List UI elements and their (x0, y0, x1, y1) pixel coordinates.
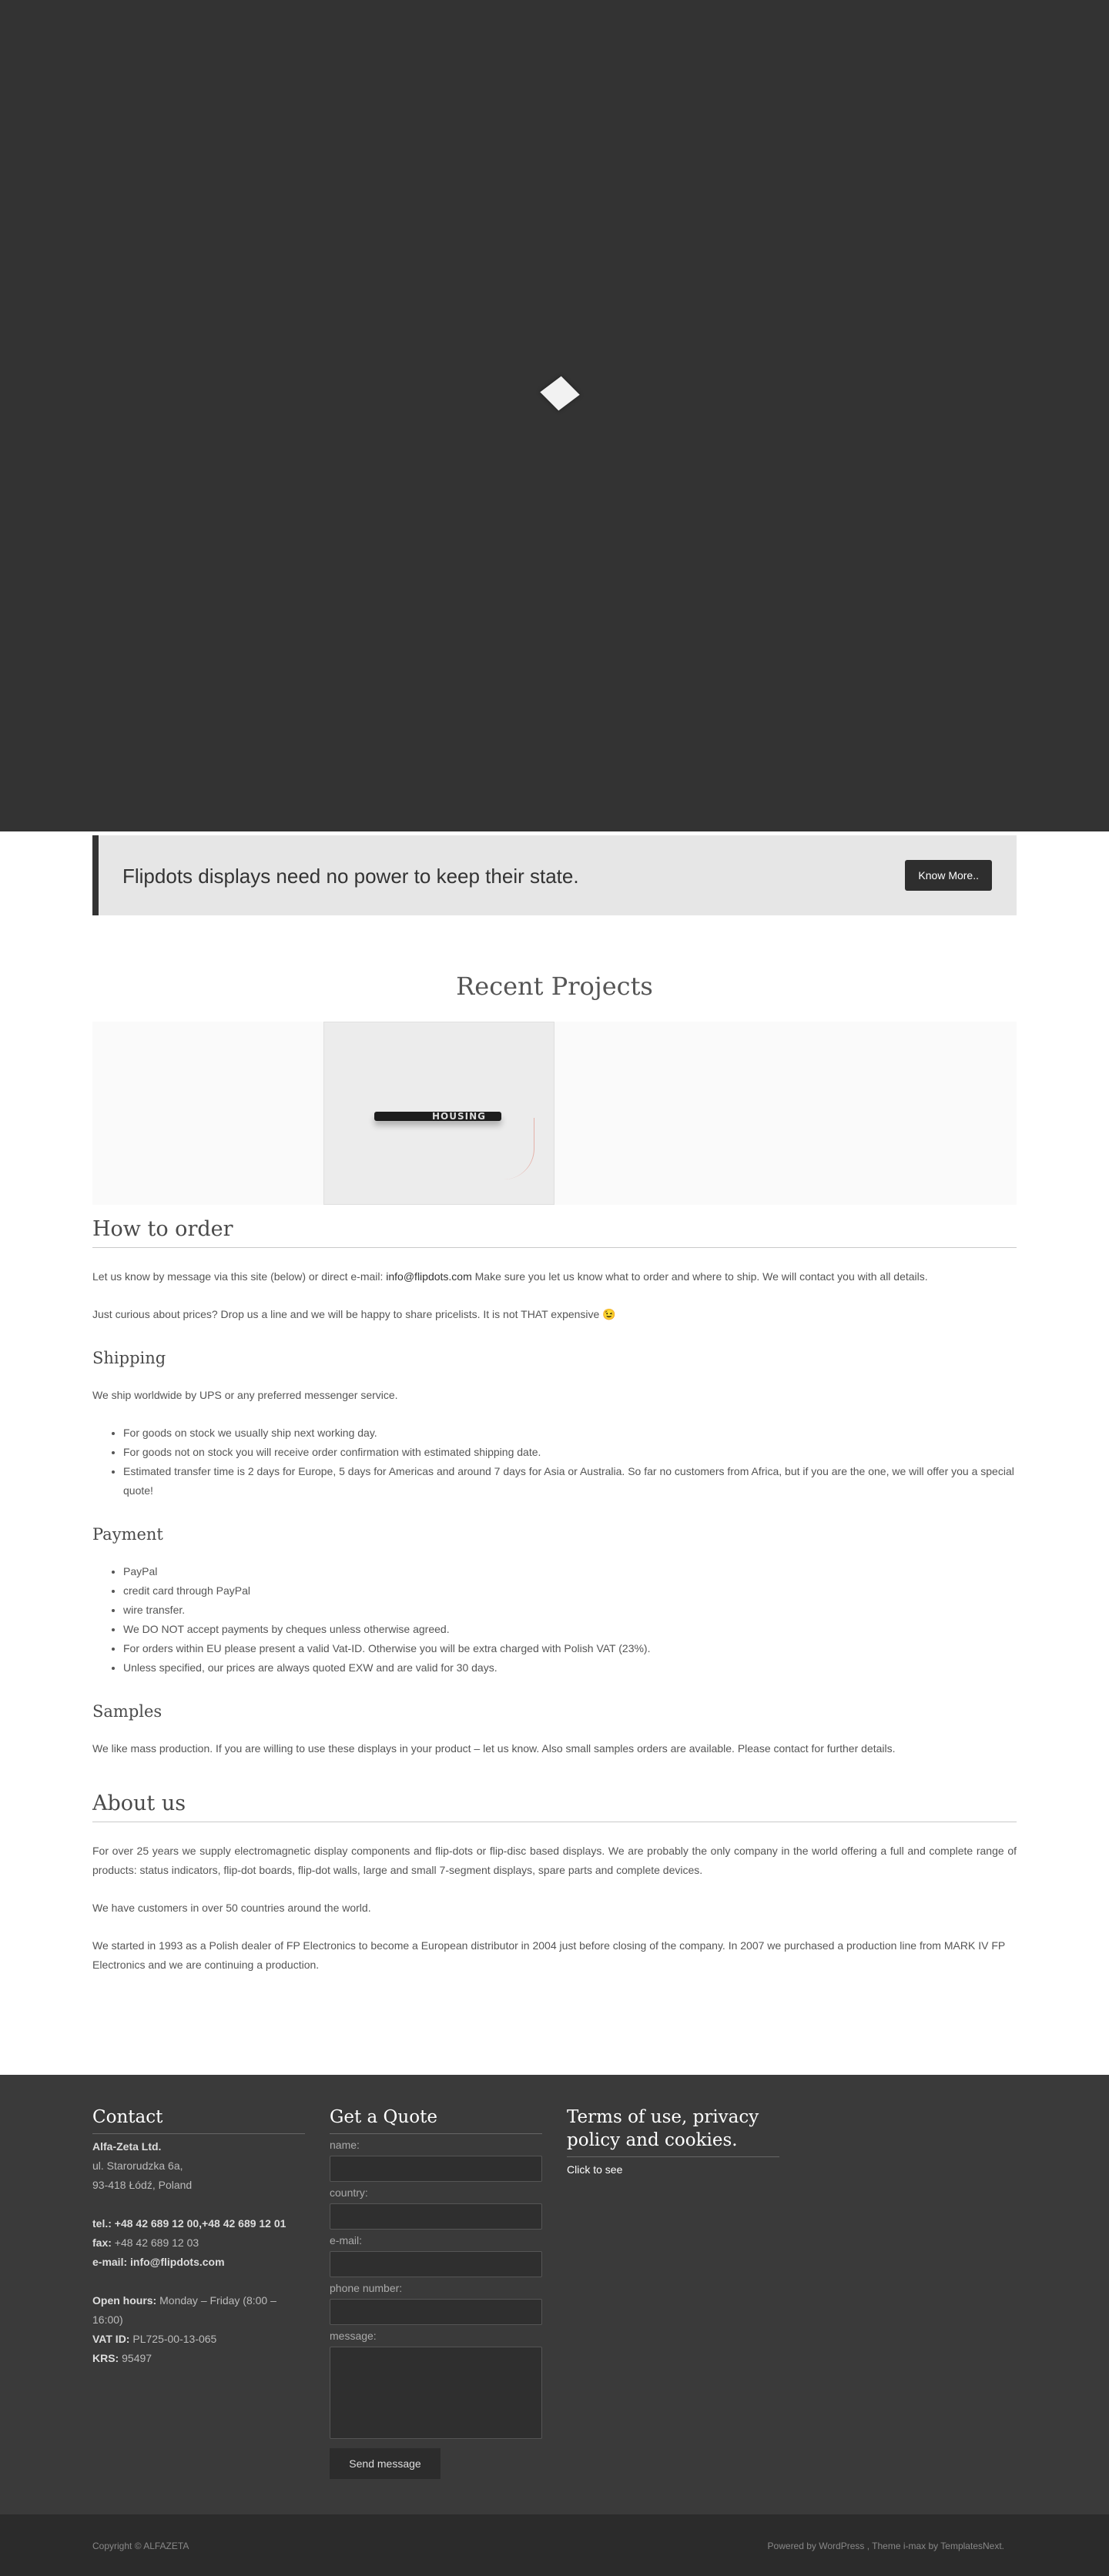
list-item: • We DO NOT accept payments by cheques unless otherwise agreed. (123, 1620, 1017, 1639)
terms-title: Terms of use, privacy policy and cookies. (567, 2106, 779, 2157)
quote-title: Get a Quote (330, 2106, 542, 2134)
vat-value: PL725-00-13-065 (129, 2333, 217, 2345)
contact-krs (92, 2349, 305, 2368)
phone-label: phone number: (330, 2282, 403, 2294)
copyright-text: Copyright © ALFAZETA (92, 2541, 189, 2551)
order-text-after: Make sure you let us know what to order and where to ship. We will contact you with all details. (471, 1270, 928, 1283)
about-paragraph-1: For over 25 years we supply electromagnetic display components and flip-dots or flip-disc based displays. We are probably the only company in the world offering a full and complete range of products: status indicators, flip-dot boards, flip-dot walls, large and small 7-segment displays, spare parts and complete devices. (92, 1845, 1017, 1876)
send-message-button[interactable]: Send message (330, 2448, 441, 2479)
shipping-list (92, 1423, 1017, 1500)
hero-section (0, 0, 1109, 831)
about-paragraph-2: We have customers in over 50 countries around the world. (92, 1902, 371, 1914)
list-item: • For goods on stock we usually ship next working day. (123, 1423, 1017, 1443)
project-image-display-bar (374, 1112, 501, 1121)
country-input[interactable] (330, 2203, 542, 2230)
how-to-order-title: How to order (92, 1216, 1017, 1248)
order-text-before: Let us know by message via this site (below) or direct e-mail: (92, 1270, 387, 1283)
know-more-button[interactable]: Know More.. (905, 860, 992, 891)
message-textarea[interactable] (330, 2347, 542, 2439)
payment-title: Payment (92, 1525, 163, 1544)
about-paragraph-3: We started in 1993 as a Polish dealer of FP Electronics to become a European distributor in 2004 just before closing of the company. In 2007 we purchased a production line from MARK IV FP Electronics and we are continuing a production. (92, 1939, 1005, 1971)
message-label: message: (330, 2330, 377, 2342)
contact-email (92, 2253, 305, 2272)
powered-by-text[interactable]: Powered by WordPress , Theme i-max by TemplatesNext. (767, 2541, 1004, 2551)
contact-details (92, 2137, 305, 2368)
list-item: • Unless specified, our prices are always quoted EXW and are valid for 30 days. (123, 1658, 1017, 1678)
list-item: • credit card through PayPal (123, 1581, 1017, 1601)
footer (0, 2075, 1109, 2514)
about-us-title: About us (92, 1791, 1017, 1822)
shipping-title: Shipping (92, 1349, 166, 1367)
project-image-wire (504, 1118, 534, 1179)
contact-hours (92, 2291, 305, 2330)
footer-terms (567, 2106, 779, 2180)
shipping-intro: We ship worldwide by UPS or any preferred messenger service. (92, 1389, 398, 1401)
address-street: ul. Starorudzka 6a, (92, 2159, 183, 2172)
country-label: country: (330, 2186, 368, 2199)
name-label: name: (330, 2139, 360, 2151)
order-paragraph (92, 1267, 1017, 1286)
terms-link[interactable]: Click to see (567, 2163, 623, 2176)
company-name: Alfa-Zeta Ltd. (92, 2140, 162, 2153)
email-input[interactable] (330, 2251, 542, 2277)
list-item: • For orders within EU please present a valid Vat-ID. Otherwise you will be extra charged with Polish VAT (23%). (123, 1639, 1017, 1658)
list-item: • wire transfer. (123, 1601, 1017, 1620)
vat-label: VAT ID: (92, 2333, 130, 2345)
tel-value: +48 42 689 12 00,+48 42 689 12 01 (111, 2217, 286, 2230)
list-item: • Estimated transfer time is 2 days for Europe, 5 days for Americas and around 7 days for Asia or Australia. So far no customers from Africa, but if you are the one, we will offer you a special quote! (123, 1462, 1017, 1500)
bottom-bar (0, 2514, 1109, 2576)
project-image[interactable] (323, 1022, 554, 1205)
recent-projects-carousel (92, 1022, 1017, 1205)
contact-tel (92, 2214, 305, 2233)
cta-text: Flipdots displays need no power to keep their state. (122, 865, 579, 888)
project-image-label: HOUSING (432, 1111, 486, 1122)
email-value[interactable]: info@flipdots.com (127, 2256, 225, 2268)
name-input[interactable] (330, 2156, 542, 2182)
list-item: • For goods not on stock you will receive order confirmation with estimated shipping date. (123, 1443, 1017, 1462)
call-to-action (92, 835, 1017, 915)
hours-label: Open hours: (92, 2294, 157, 2307)
contact-fax (92, 2233, 305, 2253)
email-label: e-mail: (92, 2256, 128, 2268)
prices-paragraph: Just curious about prices? Drop us a line and we will be happy to share pricelists. It is not THAT expensive 😉 (92, 1308, 616, 1320)
krs-value: 95497 (119, 2352, 152, 2364)
recent-projects-title: Recent Projects (456, 972, 653, 1001)
loader-diamond-icon (540, 376, 579, 411)
footer-contact (92, 2106, 305, 2368)
phone-input[interactable] (330, 2299, 542, 2325)
samples-text: We like mass production. If you are willing to use these displays in your product – let us know. Also small samples orders are available. Please contact for further details. (92, 1742, 896, 1755)
order-email-link[interactable]: info@flipdots.com (386, 1270, 472, 1283)
contact-title: Contact (92, 2106, 305, 2134)
hours-value: Monday – Friday (8:00 – 16:00) (92, 2294, 276, 2326)
email-field-label: e-mail: (330, 2234, 363, 2246)
payment-list (92, 1562, 1017, 1678)
krs-label: KRS: (92, 2352, 119, 2364)
tel-label: tel.: (92, 2217, 112, 2230)
list-item: • PayPal (123, 1562, 1017, 1581)
footer-quote-form (330, 2106, 542, 2479)
main-content (92, 1216, 1017, 1975)
samples-title: Samples (92, 1702, 162, 1721)
contact-vat (92, 2330, 305, 2349)
fax-value: +48 42 689 12 03 (111, 2236, 199, 2249)
address-city: 93-418 Łódź, Poland (92, 2179, 193, 2191)
fax-label: fax: (92, 2236, 112, 2249)
